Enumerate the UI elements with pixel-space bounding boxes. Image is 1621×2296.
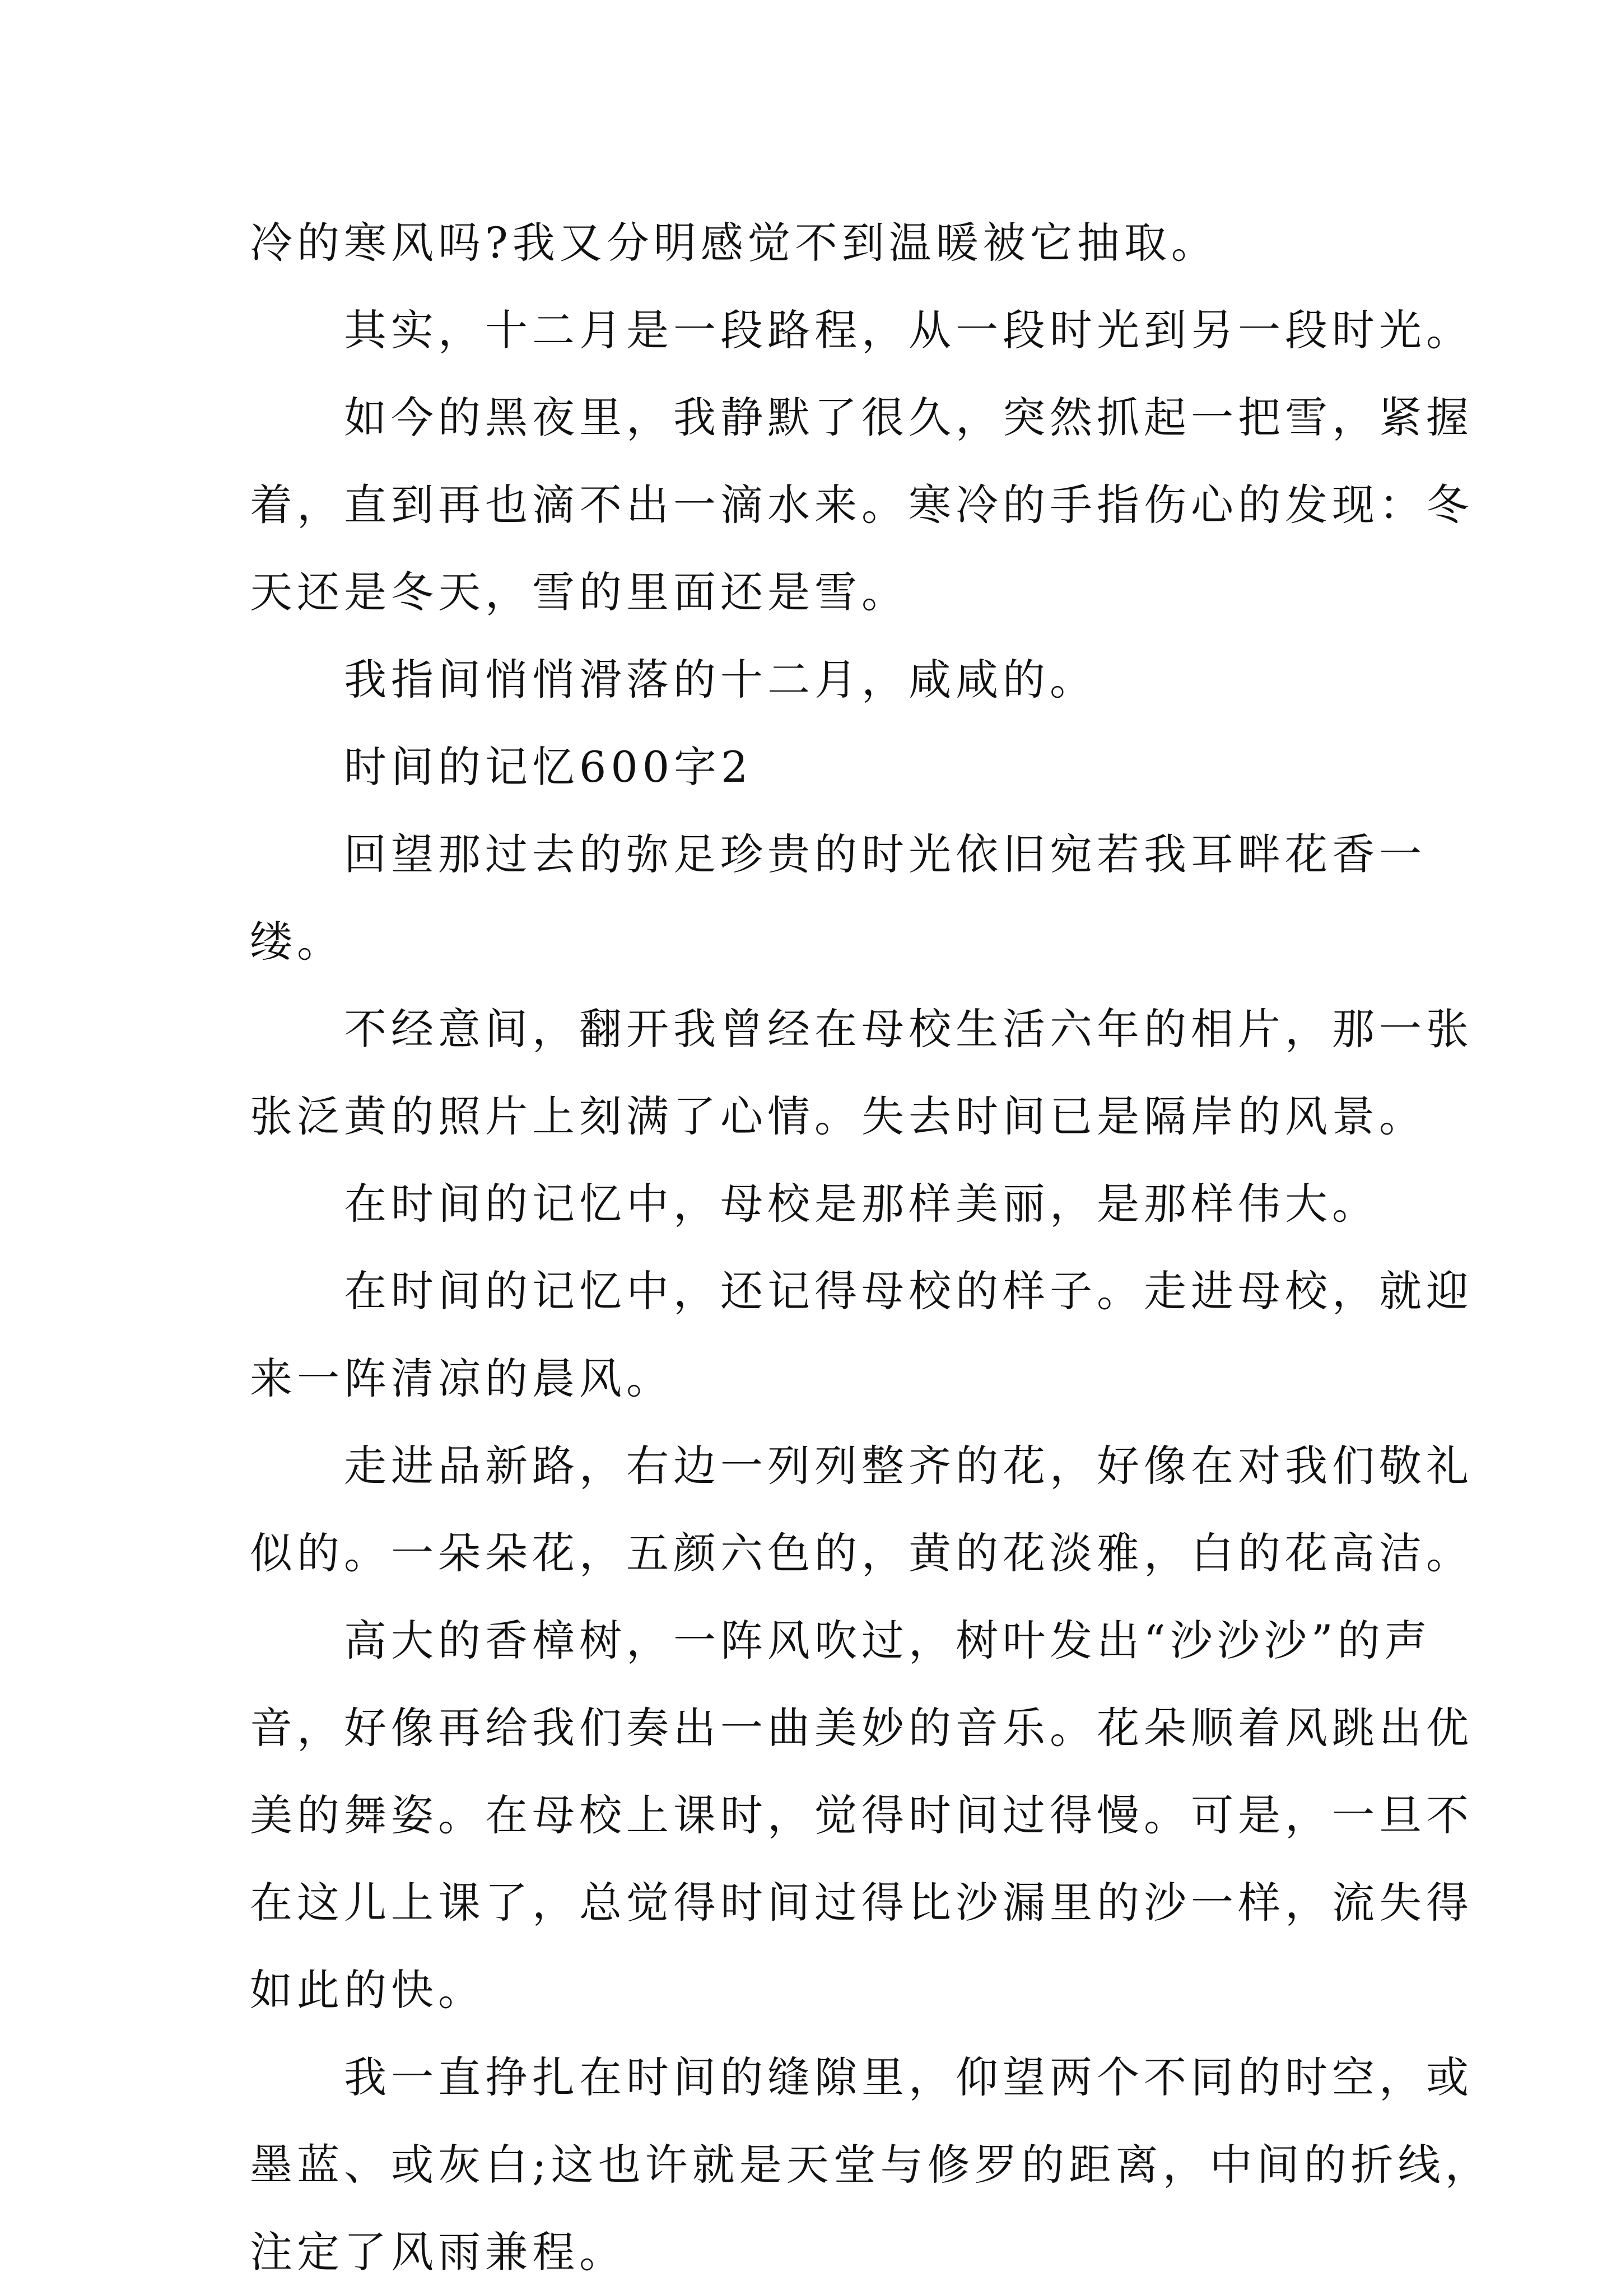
text-line: 着，直到再也滴不出一滴水来。寒冷的手指伤心的发现：冬: [250, 480, 1473, 530]
text-line: 天还是冬天，雪的里面还是雪。: [250, 567, 909, 617]
section-heading: 时间的记忆600字2: [250, 742, 753, 792]
text-line: 高大的香樟树，一阵风吹过，树叶发出“沙沙沙”的声: [250, 1616, 1432, 1665]
text-line: 在这儿上课了，总觉得时间过得比沙漏里的沙一样，流失得: [250, 1878, 1473, 1928]
text-line: 其实，十二月是一段路程，从一段时光到另一段时光。: [250, 305, 1473, 355]
text-line: 注定了风雨兼程。: [250, 2227, 626, 2277]
text-line: 美的舞姿。在母校上课时，觉得时间过得慢。可是，一旦不: [250, 1790, 1473, 1840]
text-line: 回望那过去的弥足珍贵的时光依旧宛若我耳畔花香一: [250, 829, 1426, 879]
text-line: 在时间的记忆中，母校是那样美丽，是那样伟大。: [250, 1179, 1379, 1229]
text-line: 来一阵清凉的晨风。: [250, 1354, 673, 1403]
text-line: 在时间的记忆中，还记得母校的样子。走进母校，就迎: [250, 1266, 1473, 1316]
text-line: 似的。一朵朵花，五颜六色的，黄的花淡雅，白的花高洁。: [250, 1528, 1473, 1578]
text-line: 缕。: [250, 917, 344, 967]
text-line: 走进品新路，右边一列列整齐的花，好像在对我们敬礼: [250, 1441, 1473, 1491]
text-line: 如今的黑夜里，我静默了很久，突然抓起一把雪，紧握: [250, 393, 1473, 442]
document-body: [250, 199, 1492, 2296]
text-line: 我一直挣扎在时间的缝隙里，仰望两个不同的时空，或: [250, 2052, 1473, 2102]
text-line: 冷的寒风吗?我又分明感觉不到温暖被它抽取。: [250, 218, 1218, 268]
text-line: 音，好像再给我们奏出一曲美妙的音乐。花朵顺着风跳出优: [250, 1703, 1473, 1753]
text-line: 我指间悄悄滑落的十二月，咸咸的。: [250, 655, 1097, 704]
text-line: 不经意间，翻开我曾经在母校生活六年的相片，那一张: [250, 1004, 1473, 1054]
text-line: 张泛黄的照片上刻满了心情。失去时间已是隔岸的风景。: [250, 1091, 1426, 1141]
text-line: 墨蓝、或灰白;这也许就是天堂与修罗的距离，中间的折线，: [250, 2140, 1492, 2190]
text-line: 如此的快。: [250, 1965, 485, 2015]
